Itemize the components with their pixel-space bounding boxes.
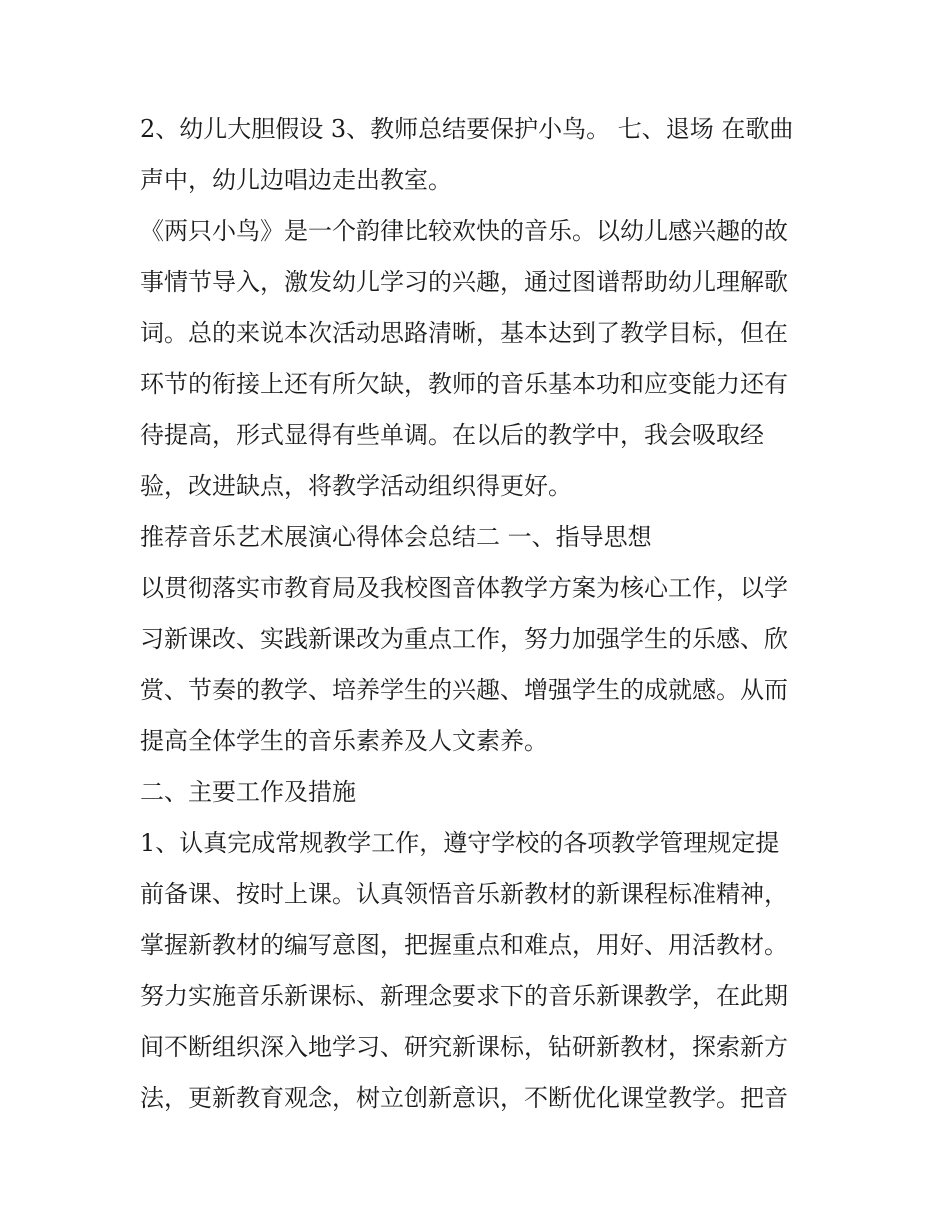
text-line: 前备课、按时上课。认真领悟音乐新教材的新课程标准精神， — [140, 880, 788, 908]
text-line: 习新课改、实践新课改为重点工作，努力加强学生的乐感、欣 — [140, 625, 788, 653]
text-line: 掌握新教材的编写意图，把握重点和难点，用好、用活教材。 — [140, 931, 788, 959]
text-line: 间不断组织深入地学习、研究新课标，钻研新教材，探索新方 — [140, 1033, 788, 1061]
section-heading: 二、主要工作及措施 — [140, 778, 356, 806]
text-line: 努力实施音乐新课标、新理念要求下的音乐新课教学，在此期 — [140, 982, 788, 1010]
text-line: 《两只小鸟》是一个韵律比较欢快的音乐。以幼儿感兴趣的故 — [140, 217, 788, 245]
text-line: 声中，幼儿边唱边走出教室。 — [140, 166, 452, 194]
text-line: 事情节导入，激发幼儿学习的兴趣，通过图谱帮助幼儿理解歌 — [140, 268, 788, 296]
text-line: 验，改进缺点，将教学活动组织得更好。 — [140, 472, 572, 500]
text-line: 提高全体学生的音乐素养及人文素养。 — [140, 727, 548, 755]
text-line: 环节的衔接上还有所欠缺，教师的音乐基本功和应变能力还有 — [140, 370, 788, 398]
text-line: 以贯彻落实市教育局及我校图音体教学方案为核心工作，以学 — [140, 574, 788, 602]
document-body — [140, 104, 820, 1124]
text-line: 待提高，形式显得有些单调。在以后的教学中，我会吸取经 — [140, 421, 764, 449]
text-line: 1、认真完成常规教学工作，遵守学校的各项教学管理规定提 — [140, 829, 780, 857]
text-line: 词。总的来说本次活动思路清晰，基本达到了教学目标，但在 — [140, 319, 788, 347]
text-line: 法，更新教育观念，树立创新意识，不断优化课堂教学。把音 — [140, 1084, 788, 1112]
text-line: 2、幼儿大胆假设 3、教师总结要保护小鸟。 七、退场 在歌曲 — [140, 115, 794, 143]
section-heading: 推荐音乐艺术展演心得体会总结二 一、指导思想 — [140, 523, 652, 551]
text-line: 赏、节奏的教学、培养学生的兴趣、增强学生的成就感。从而 — [140, 676, 788, 704]
